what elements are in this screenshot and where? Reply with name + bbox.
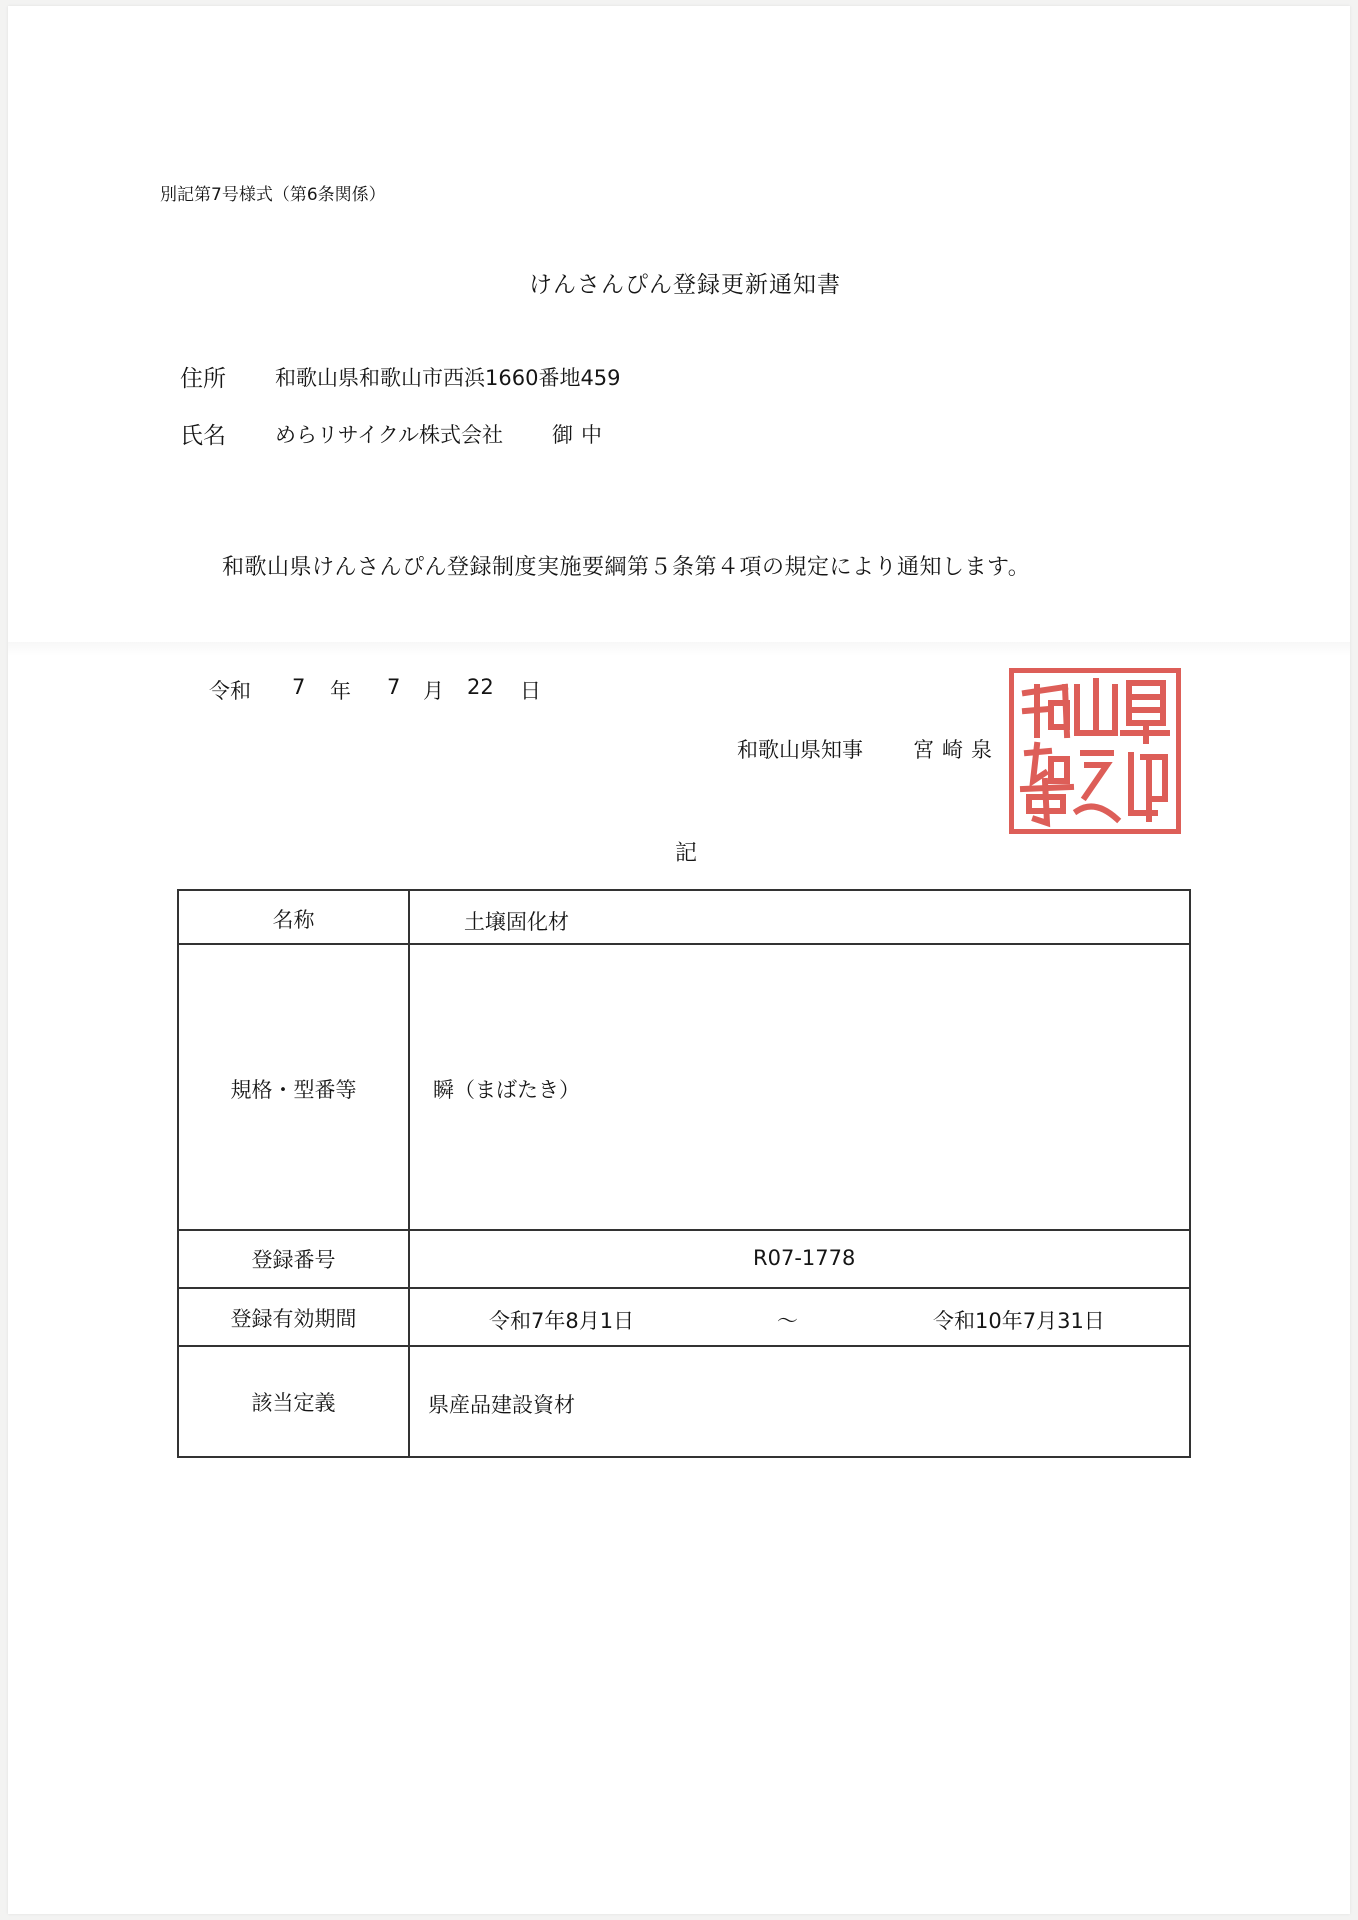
category-row-label: 該当定義 (251, 1391, 336, 1415)
table-divider (179, 1345, 1189, 1347)
name-row-label: 名称 (272, 908, 315, 932)
fold-shadow (8, 642, 1350, 656)
date-era: 令和 (209, 679, 251, 703)
issuer-title: 和歌山県知事 (737, 738, 863, 762)
spec-row-value: 瞬（まばたき） (433, 1078, 580, 1102)
name-row-value: 土壌固化材 (464, 910, 569, 934)
document-title: けんさんぴん登録更新通知書 (529, 272, 841, 298)
period-separator: ～ (777, 1309, 798, 1333)
form-id: 別記第7号様式（第6条関係） (160, 185, 386, 205)
date-day-unit: 日 (520, 679, 541, 703)
table-divider (179, 1229, 1189, 1231)
address-label: 住所 (180, 366, 226, 392)
date-year: 7 (292, 675, 306, 699)
official-seal (1009, 668, 1181, 834)
name-value: めらリサイクル株式会社 (275, 423, 504, 447)
period-end: 令和10年7月31日 (933, 1309, 1105, 1333)
period-start: 令和7年8月1日 (489, 1309, 635, 1333)
reg-row-value: R07-1778 (753, 1246, 856, 1270)
category-row-value: 県産品建設資材 (428, 1393, 575, 1417)
table-divider-vertical (408, 891, 410, 1456)
table-divider (179, 1287, 1189, 1289)
seal-glyphs (1014, 673, 1176, 829)
spec-row-label: 規格・型番等 (230, 1078, 357, 1102)
ki-heading: 記 (675, 841, 698, 866)
reg-row-label: 登録番号 (251, 1248, 336, 1272)
honorific: 御中 (552, 423, 610, 447)
notice-text: 和歌山県けんさんぴん登録制度実施要綱第５条第４項の規定により通知します。 (222, 555, 1031, 580)
issuer-name: 宮崎泉 (913, 738, 1000, 762)
name-label: 氏名 (180, 423, 226, 449)
date-year-unit: 年 (330, 679, 351, 703)
date-month-unit: 月 (423, 679, 444, 703)
registration-table (177, 889, 1191, 1458)
address-value: 和歌山県和歌山市西浜1660番地459 (275, 366, 621, 390)
date-month: 7 (387, 675, 401, 699)
table-divider (179, 943, 1189, 945)
period-row-label: 登録有効期間 (230, 1307, 357, 1331)
date-day: 22 (467, 675, 494, 699)
